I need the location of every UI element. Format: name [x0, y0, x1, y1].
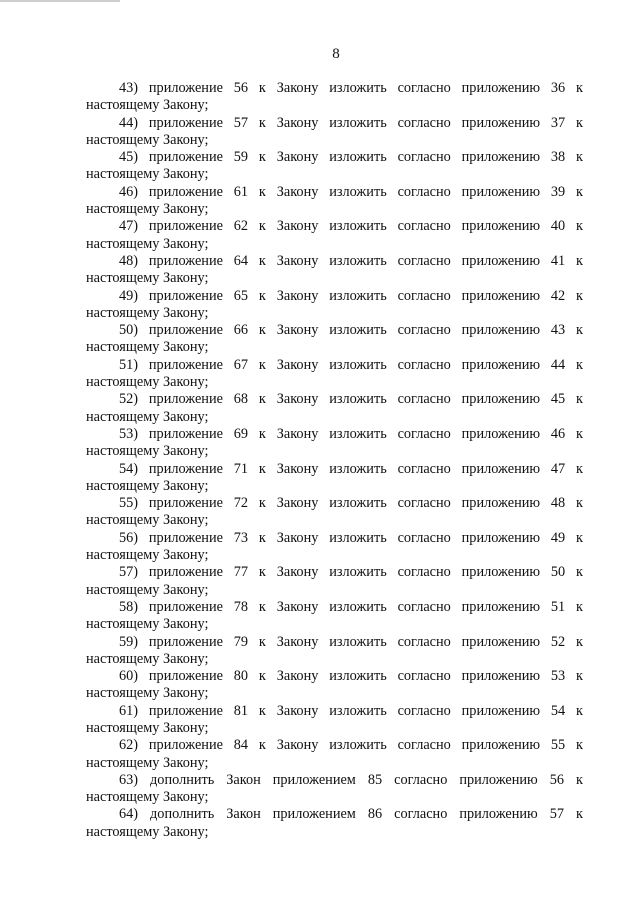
item-word: изложить — [329, 702, 387, 719]
item-first-line — [86, 218, 583, 235]
item-word: Закону — [276, 564, 319, 581]
item-word: согласно — [397, 252, 451, 269]
item-continuation: настоящему Закону; — [86, 754, 209, 771]
list-item — [86, 772, 583, 807]
item-word: 57 — [549, 806, 564, 823]
item-word: приложение — [148, 633, 223, 650]
item-continuation: настоящему Закону; — [86, 547, 209, 564]
item-word: согласно — [397, 322, 451, 339]
item-word: к — [258, 183, 266, 200]
item-word: к — [258, 356, 266, 373]
item-word: приложению — [461, 183, 541, 200]
list-item — [86, 80, 583, 115]
item-word: Закону — [276, 149, 319, 166]
item-word: 62 — [233, 218, 249, 235]
item-word: приложение — [148, 287, 223, 304]
list-item — [86, 668, 583, 703]
item-word: согласно — [397, 425, 451, 442]
item-word: к — [576, 564, 583, 581]
item-continuation: настоящему Закону; — [86, 235, 209, 252]
item-word: Закону — [276, 529, 319, 546]
item-word: 52) — [119, 391, 139, 408]
item-word: к — [258, 460, 266, 477]
item-word: 52 — [550, 633, 566, 650]
list-item — [86, 322, 583, 357]
list-item — [86, 564, 583, 599]
list-item — [86, 149, 583, 184]
item-word: согласно — [397, 356, 451, 373]
item-word: 51) — [119, 356, 139, 373]
item-continuation: настоящему Закону; — [86, 339, 209, 356]
item-word: изложить — [329, 218, 387, 235]
item-word: 61) — [119, 702, 139, 719]
item-word: согласно — [397, 391, 451, 408]
item-word: 80 — [233, 668, 249, 685]
item-word: 46) — [119, 183, 139, 200]
list-item — [86, 737, 583, 772]
item-word: приложение — [148, 702, 223, 719]
item-word: изложить — [329, 737, 387, 754]
item-first-line — [86, 426, 583, 443]
item-word: к — [576, 80, 583, 96]
item-word: приложение — [148, 495, 223, 512]
item-word: Закону — [276, 391, 319, 408]
item-word: Закону — [276, 702, 319, 719]
item-continuation: настоящему Закону; — [86, 823, 209, 840]
item-word: согласно — [397, 149, 451, 166]
item-word: к — [258, 391, 266, 408]
item-word: Закон — [226, 806, 261, 823]
item-word: 86 — [367, 806, 383, 823]
item-word: 47) — [119, 218, 139, 235]
item-continuation: настоящему Закону; — [86, 304, 209, 321]
item-word: приложение — [148, 668, 223, 685]
item-word: приложению — [461, 114, 541, 131]
list-item — [86, 288, 583, 323]
amendment-list — [86, 80, 583, 841]
item-word: изложить — [329, 460, 387, 477]
list-item — [86, 461, 583, 496]
item-word: изложить — [329, 149, 387, 166]
item-word: к — [576, 460, 583, 477]
item-word: приложение — [148, 356, 223, 373]
item-word: к — [576, 668, 583, 685]
item-word: 43) — [119, 80, 139, 96]
item-word: Закону — [276, 252, 319, 269]
item-first-line — [86, 80, 583, 97]
item-word: изложить — [329, 668, 387, 685]
item-word: приложение — [148, 391, 223, 408]
item-word: 77 — [233, 564, 249, 581]
item-word: 56 — [549, 771, 564, 788]
item-word: Закону — [276, 287, 319, 304]
item-word: согласно — [397, 598, 451, 615]
item-word: к — [576, 702, 583, 719]
item-word: приложение — [148, 598, 223, 615]
item-word: к — [576, 425, 583, 442]
item-word: приложению — [461, 252, 541, 269]
item-word: согласно — [397, 218, 451, 235]
item-word: приложение — [148, 322, 223, 339]
item-word: 67 — [233, 356, 249, 373]
item-word: 39 — [550, 183, 566, 200]
item-word: приложению — [461, 322, 541, 339]
item-word: 71 — [233, 460, 249, 477]
item-word: 60) — [119, 668, 139, 685]
item-word: 50 — [550, 564, 566, 581]
item-continuation: настоящему Закону; — [86, 650, 209, 667]
item-word: к — [258, 529, 266, 546]
item-word: 59 — [233, 149, 249, 166]
item-word: к — [576, 149, 583, 166]
item-word: к — [258, 702, 266, 719]
list-item — [86, 218, 583, 253]
item-word: 63) — [119, 771, 139, 788]
item-word: Закону — [276, 460, 319, 477]
item-first-line — [86, 737, 583, 754]
item-word: приложению — [461, 287, 541, 304]
item-continuation: настоящему Закону; — [86, 201, 209, 218]
item-word: приложению — [461, 529, 541, 546]
item-word: Закону — [276, 495, 319, 512]
item-word: к — [258, 495, 266, 512]
item-word: Закону — [276, 598, 319, 615]
item-word: приложению — [461, 425, 541, 442]
item-word: 73 — [233, 529, 249, 546]
item-first-line — [86, 772, 583, 789]
item-word: Закону — [276, 218, 319, 235]
item-word: Закону — [276, 183, 319, 200]
item-word: 53 — [550, 668, 566, 685]
item-word: согласно — [397, 737, 451, 754]
item-word: приложение — [148, 460, 223, 477]
item-word: 45) — [119, 149, 139, 166]
item-continuation: настоящему Закону; — [86, 789, 209, 806]
item-word: согласно — [394, 771, 448, 788]
item-first-line — [86, 634, 583, 651]
list-item — [86, 703, 583, 738]
item-word: приложению — [461, 149, 541, 166]
list-item — [86, 391, 583, 426]
item-word: 69 — [233, 425, 249, 442]
item-word: приложению — [461, 668, 541, 685]
item-word: согласно — [397, 183, 451, 200]
item-word: 50) — [119, 322, 139, 339]
item-word: приложению — [461, 633, 541, 650]
item-word: Закону — [276, 356, 319, 373]
item-word: 72 — [233, 495, 249, 512]
item-word: к — [258, 737, 266, 754]
item-word: приложению — [461, 356, 541, 373]
item-continuation: настоящему Закону; — [86, 685, 209, 702]
item-word: 78 — [233, 598, 249, 615]
item-word: 58) — [119, 598, 139, 615]
item-word: 47 — [550, 460, 566, 477]
item-word: 64 — [233, 252, 249, 269]
item-word: 57) — [119, 564, 139, 581]
item-word: согласно — [397, 633, 451, 650]
item-word: дополнить — [150, 771, 215, 788]
item-word: 42 — [550, 287, 566, 304]
list-item — [86, 115, 583, 150]
item-continuation: настоящему Закону; — [86, 477, 209, 494]
item-word: 59) — [119, 633, 139, 650]
item-word: к — [576, 287, 583, 304]
item-word: приложению — [461, 737, 541, 754]
item-word: 44 — [550, 356, 566, 373]
list-item — [86, 634, 583, 669]
item-continuation: настоящему Закону; — [86, 616, 209, 633]
top-edge-rule — [0, 0, 120, 2]
list-item — [86, 495, 583, 530]
item-word: согласно — [397, 495, 451, 512]
item-word: изложить — [329, 564, 387, 581]
list-item — [86, 426, 583, 461]
item-word: приложению — [461, 564, 541, 581]
item-word: согласно — [397, 564, 451, 581]
list-item — [86, 253, 583, 288]
item-first-line — [86, 115, 583, 132]
item-word: изложить — [329, 114, 387, 131]
item-word: приложение — [148, 149, 223, 166]
item-word: 54 — [550, 702, 566, 719]
item-word: к — [258, 80, 266, 96]
item-word: Закону — [276, 737, 319, 754]
item-word: приложению — [461, 218, 541, 235]
item-word: изложить — [329, 80, 387, 96]
item-word: приложению — [461, 702, 541, 719]
item-continuation: настоящему Закону; — [86, 166, 209, 183]
item-word: Закон — [226, 771, 261, 788]
item-word: 56 — [233, 80, 249, 96]
item-word: приложению — [459, 771, 538, 788]
list-item — [86, 357, 583, 392]
item-word: к — [576, 114, 583, 131]
item-first-line — [86, 149, 583, 166]
item-word: согласно — [397, 668, 451, 685]
item-word: к — [575, 771, 583, 788]
item-word: 81 — [233, 702, 249, 719]
item-first-line — [86, 668, 583, 685]
item-first-line — [86, 495, 583, 512]
item-first-line — [86, 322, 583, 339]
item-word: приложение — [148, 737, 223, 754]
list-item — [86, 599, 583, 634]
item-word: к — [258, 633, 266, 650]
item-continuation: настоящему Закону; — [86, 131, 209, 148]
item-word: изложить — [329, 356, 387, 373]
item-word: к — [576, 218, 583, 235]
item-word: 84 — [233, 737, 249, 754]
item-word: изложить — [329, 287, 387, 304]
item-word: 37 — [550, 114, 566, 131]
item-word: 56) — [119, 529, 139, 546]
item-word: Закону — [276, 633, 319, 650]
item-word: 48) — [119, 252, 139, 269]
item-word: 38 — [550, 149, 566, 166]
item-word: 36 — [550, 80, 566, 96]
item-word: 79 — [233, 633, 249, 650]
item-word: к — [258, 252, 266, 269]
item-word: к — [576, 183, 583, 200]
item-word: согласно — [397, 80, 451, 96]
item-word: 51 — [550, 598, 566, 615]
item-word: 46 — [550, 425, 566, 442]
item-word: 61 — [233, 183, 249, 200]
item-word: 65 — [233, 287, 249, 304]
item-word: изложить — [329, 322, 387, 339]
item-word: изложить — [329, 495, 387, 512]
list-item — [86, 806, 583, 841]
item-word: согласно — [397, 460, 451, 477]
item-continuation: настоящему Закону; — [86, 408, 209, 425]
item-word: к — [258, 114, 266, 131]
item-first-line — [86, 564, 583, 581]
item-word: приложение — [148, 529, 223, 546]
item-word: изложить — [329, 183, 387, 200]
item-continuation: настоящему Закону; — [86, 581, 209, 598]
item-word: к — [576, 356, 583, 373]
item-word: изложить — [329, 598, 387, 615]
item-word: 55 — [550, 737, 566, 754]
item-word: 64) — [119, 806, 139, 823]
item-continuation: настоящему Закону; — [86, 443, 209, 460]
item-first-line — [86, 703, 583, 720]
item-word: 49 — [550, 529, 566, 546]
item-word: к — [258, 149, 266, 166]
item-word: к — [576, 252, 583, 269]
item-word: приложению — [461, 391, 541, 408]
item-word: к — [576, 737, 583, 754]
item-word: согласно — [397, 114, 451, 131]
item-word: к — [258, 668, 266, 685]
item-word: 43 — [550, 322, 566, 339]
item-word: к — [258, 322, 266, 339]
item-word: 48 — [550, 495, 566, 512]
item-word: 85 — [367, 771, 383, 788]
item-word: приложение — [148, 252, 223, 269]
item-word: 54) — [119, 460, 139, 477]
item-word: приложению — [461, 460, 541, 477]
list-item — [86, 184, 583, 219]
item-word: 45 — [550, 391, 566, 408]
item-word: изложить — [329, 425, 387, 442]
item-word: 66 — [233, 322, 249, 339]
item-word: дополнить — [150, 806, 215, 823]
item-word: 53) — [119, 425, 139, 442]
item-word: согласно — [397, 287, 451, 304]
item-first-line — [86, 357, 583, 374]
item-word: Закону — [276, 322, 319, 339]
item-continuation: настоящему Закону; — [86, 512, 209, 529]
item-word: 49) — [119, 287, 139, 304]
item-word: приложению — [459, 806, 538, 823]
item-word: Закону — [276, 425, 319, 442]
item-word: изложить — [329, 633, 387, 650]
item-word: согласно — [397, 529, 451, 546]
item-word: изложить — [329, 529, 387, 546]
item-word: приложением — [272, 771, 356, 788]
item-first-line — [86, 391, 583, 408]
item-word: изложить — [329, 391, 387, 408]
item-first-line — [86, 184, 583, 201]
item-word: к — [576, 495, 583, 512]
item-continuation: настоящему Закону; — [86, 97, 209, 114]
item-word: приложение — [148, 114, 223, 131]
item-first-line — [86, 461, 583, 478]
item-word: приложение — [148, 564, 223, 581]
item-word: 41 — [550, 252, 566, 269]
item-word: к — [576, 529, 583, 546]
item-first-line — [86, 599, 583, 616]
item-word: к — [576, 322, 583, 339]
item-word: к — [258, 598, 266, 615]
item-word: 68 — [233, 391, 249, 408]
item-word: 40 — [550, 218, 566, 235]
item-word: Закону — [276, 114, 319, 131]
item-word: приложению — [461, 598, 541, 615]
item-word: к — [258, 287, 266, 304]
item-word: к — [258, 564, 266, 581]
item-first-line — [86, 288, 583, 305]
item-word: согласно — [397, 702, 451, 719]
item-continuation: настоящему Закону; — [86, 374, 209, 391]
item-word: приложению — [461, 495, 541, 512]
item-continuation: настоящему Закону; — [86, 719, 209, 736]
item-word: к — [576, 598, 583, 615]
item-continuation: настоящему Закону; — [86, 270, 209, 287]
item-word: приложению — [461, 80, 541, 96]
item-word: 57 — [233, 114, 249, 131]
item-first-line — [86, 253, 583, 270]
item-word: Закону — [276, 80, 319, 96]
item-word: Закону — [276, 668, 319, 685]
item-word: приложение — [148, 425, 223, 442]
item-word: к — [258, 425, 266, 442]
list-item — [86, 530, 583, 565]
item-word: к — [576, 633, 583, 650]
item-word: к — [258, 218, 266, 235]
item-first-line — [86, 806, 583, 823]
item-word: к — [575, 806, 583, 823]
item-word: приложение — [148, 218, 223, 235]
item-word: 44) — [119, 114, 139, 131]
item-word: приложением — [272, 806, 356, 823]
item-word: приложение — [148, 80, 223, 96]
item-word: к — [576, 391, 583, 408]
item-first-line — [86, 530, 583, 547]
item-word: приложение — [148, 183, 223, 200]
item-word: согласно — [394, 806, 448, 823]
item-word: изложить — [329, 252, 387, 269]
item-word: 62) — [119, 737, 139, 754]
item-word: 55) — [119, 495, 139, 512]
page-number: 8 — [332, 46, 340, 62]
